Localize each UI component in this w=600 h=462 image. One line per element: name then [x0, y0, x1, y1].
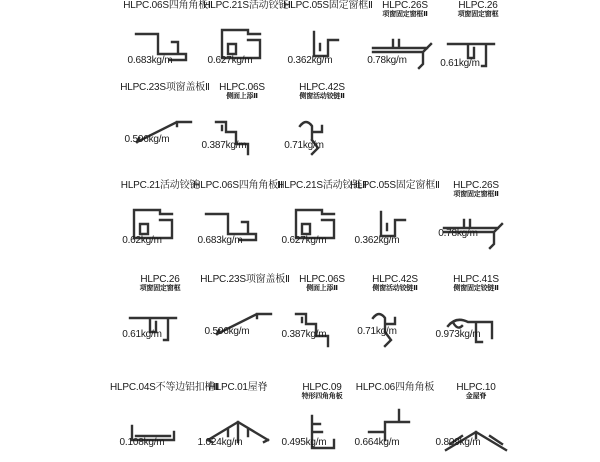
profile-name-label: 项窗固定窗框Ⅱ: [453, 191, 499, 198]
profile-code-label: HLPC.04S不等边铝扣槽Ⅱ: [110, 382, 220, 393]
profile-code-label: HLPC.26: [458, 0, 498, 11]
profile-weight-label: 0.78kg/m: [367, 55, 407, 66]
profile-name-label: 项窗固定窗框: [139, 285, 181, 292]
profile-code-label: HLPC.42S: [299, 82, 345, 93]
profile-code-label: HLPC.05S固定窗框Ⅱ: [350, 180, 440, 191]
hinge-box-outline: [222, 30, 260, 58]
profile-weight-label: 0.387kg/m: [201, 140, 247, 151]
profile-code-label: HLPC.01屋脊: [208, 382, 268, 393]
profile-code-label: HLPC.41S: [453, 274, 499, 285]
profile-weight-label: 1.024kg/m: [197, 437, 243, 448]
fixed-frame-outline: [314, 32, 338, 56]
profile-cell: [426, 274, 526, 354]
profile-code-label: HLPC.06S四角角板Ⅱ: [123, 0, 213, 11]
profile-cell: [272, 82, 372, 162]
corner-plate-outline: [369, 410, 409, 440]
profile-code-label: HLPC.21活动铰链: [120, 180, 200, 191]
profile-code-label: HLPC.21S活动铰链Ⅱ: [277, 180, 367, 191]
profile-code-label: HLPC.42S: [372, 274, 418, 285]
profile-cell: [426, 180, 526, 260]
profile-code-label: HLPC.05S固定窗框Ⅱ: [283, 0, 373, 11]
profile-weight-label: 0.627kg/m: [207, 55, 253, 66]
profile-weight-label: 0.78kg/m: [438, 228, 478, 239]
profile-weight-label: 0.683kg/m: [127, 55, 173, 66]
profile-name-label: 金屋脊: [465, 393, 487, 400]
profile-weight-label: 0.495kg/m: [281, 437, 327, 448]
profile-weight-label: 0.506kg/m: [204, 326, 250, 337]
profile-weight-label: 0.387kg/m: [281, 329, 327, 340]
profile-name-label: 侧窗固定铰链Ⅱ: [453, 285, 499, 292]
profile-name-label: 项窗固定窗框Ⅱ: [382, 11, 428, 18]
profile-code-label: HLPC.09: [302, 382, 342, 393]
profile-weight-label: 0.506kg/m: [124, 134, 170, 145]
profile-code-label: HLPC.26S: [453, 180, 499, 191]
profile-weight-label: 0.362kg/m: [287, 55, 333, 66]
profile-code-label: HLPC.10: [456, 382, 496, 393]
profile-weight-label: 0.62kg/m: [122, 235, 162, 246]
fixed-frame-outline: [381, 212, 405, 236]
profile-code-label: HLPC.26: [140, 274, 180, 285]
profile-weight-label: 0.973kg/m: [435, 329, 481, 340]
profile-weight-label: 0.71kg/m: [357, 326, 397, 337]
profile-cell: [426, 382, 526, 462]
profile-name-label: 项窗固定窗框: [457, 11, 499, 18]
profile-weight-label: 0.61kg/m: [440, 58, 480, 69]
profile-section-drawing: [436, 202, 516, 252]
profile-weight-label: 0.627kg/m: [281, 235, 327, 246]
profile-weight-label: 0.809kg/m: [435, 437, 481, 448]
profile-name-label: 侧窗活动铰链Ⅱ: [372, 285, 418, 292]
profile-name-label: 侧面上添Ⅱ: [226, 93, 258, 100]
hinge-box-outline: [134, 210, 172, 238]
profile-code-label: HLPC.21S活动铰链Ⅱ: [203, 0, 293, 11]
profile-code-label: HLPC.26S: [382, 0, 428, 11]
profile-code-label: HLPC.23S项窗盖板Ⅱ: [120, 82, 210, 93]
profile-code-label: HLPC.06S四角角板Ⅱ: [193, 180, 283, 191]
profile-code-label: HLPC.06S: [219, 82, 265, 93]
profile-weight-label: 0.664kg/m: [354, 437, 400, 448]
hinge-box-outline: [296, 210, 334, 238]
profile-weight-label: 0.362kg/m: [354, 235, 400, 246]
profile-weight-label: 0.71kg/m: [284, 140, 324, 151]
profile-weight-label: 0.108kg/m: [119, 437, 165, 448]
profile-weight-label: 0.61kg/m: [122, 329, 162, 340]
profile-code-label: HLPC.23S项窗盖板Ⅱ: [200, 274, 290, 285]
profile-name-label: 侧面上添Ⅱ: [306, 285, 338, 292]
profile-name-label: 特形四角角板: [301, 393, 343, 400]
profile-code-label: HLPC.06S: [299, 274, 345, 285]
profile-weight-label: 0.683kg/m: [197, 235, 243, 246]
profile-code-label: HLPC.06四角角板: [355, 382, 435, 393]
profile-name-label: 侧窗活动铰链Ⅱ: [299, 93, 345, 100]
profile-cell: [428, 0, 528, 80]
